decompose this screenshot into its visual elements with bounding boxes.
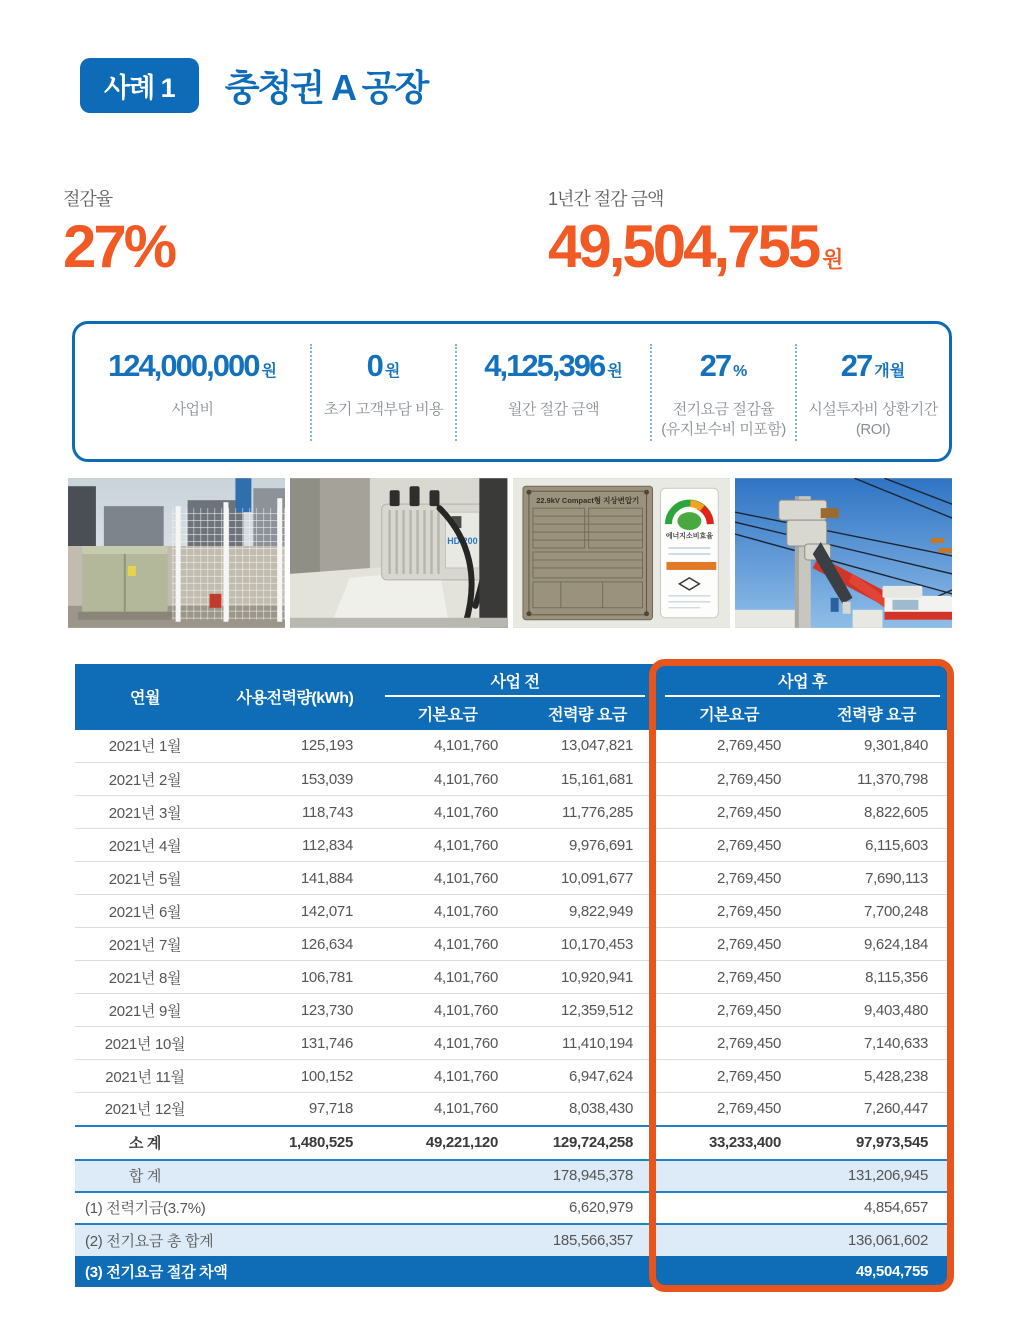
grand-pre-energy: 185,566,357 <box>520 1224 655 1256</box>
pre-energy-cell: 13,047,821 <box>520 730 655 763</box>
photo-switchgear-cabinet <box>68 478 285 628</box>
photo-nameplate <box>513 478 730 628</box>
kpi-monthly-saving-number: 4,125,396 <box>484 348 605 383</box>
pre-energy-cell: 6,947,624 <box>520 1060 655 1093</box>
kpi-initial-cost-unit: 원 <box>384 363 401 380</box>
kpi-roi-period-number: 27 <box>840 348 872 383</box>
highlight-stats <box>63 185 954 280</box>
header-pre-basic: 기본요금 <box>375 697 520 730</box>
kpi-project-cost-number: 124,000,000 <box>108 348 259 383</box>
table-row <box>75 796 950 829</box>
pre-energy-cell: 11,410,194 <box>520 1027 655 1060</box>
fund-post-energy: 4,854,657 <box>803 1192 950 1224</box>
pre-energy-cell: 10,091,677 <box>520 862 655 895</box>
pre-basic-cell: 4,101,760 <box>375 895 520 928</box>
kpi-monthly-saving-value <box>484 348 622 384</box>
post-basic-cell: 2,769,450 <box>655 763 803 796</box>
kpi-roi-period-unit: 개월 <box>874 363 906 380</box>
post-basic-cell: 2,769,450 <box>655 1027 803 1060</box>
month-cell: 2021년 5월 <box>75 862 215 895</box>
total-empty-post-basic <box>655 1160 803 1192</box>
pre-basic-cell: 4,101,760 <box>375 763 520 796</box>
kpi-saving-rate-unit: % <box>733 363 748 380</box>
pre-basic-cell: 4,101,760 <box>375 961 520 994</box>
pre-energy-cell: 9,822,949 <box>520 895 655 928</box>
post-basic-cell: 2,769,450 <box>655 730 803 763</box>
usage-cell: 142,071 <box>215 895 375 928</box>
usage-cell: 97,718 <box>215 1093 375 1126</box>
kpi-project-cost-label: 사업비 <box>171 401 214 418</box>
billing-table <box>75 664 950 1287</box>
kpi-summary-box <box>72 321 952 462</box>
subtotal-post-basic: 33,233,400 <box>655 1126 803 1160</box>
pre-basic-cell: 4,101,760 <box>375 928 520 961</box>
annual-saving-value <box>548 213 844 280</box>
kpi-saving-rate-label: 전기요금 절감율 <box>672 401 775 418</box>
pre-energy-cell: 10,920,941 <box>520 961 655 994</box>
post-basic-cell: 2,769,450 <box>655 1093 803 1126</box>
total-post-energy: 131,206,945 <box>803 1160 950 1192</box>
month-cell: 2021년 6월 <box>75 895 215 928</box>
total-label: 합 계 <box>75 1160 215 1192</box>
saving-rate-value: 27% <box>63 213 175 280</box>
nameplate-illustration <box>513 478 730 628</box>
table-row <box>75 1027 950 1060</box>
month-cell: 2021년 3월 <box>75 796 215 829</box>
page-title: 충청권 A 공장 <box>224 67 428 108</box>
pre-energy-cell: 11,776,285 <box>520 796 655 829</box>
savings-post-energy: 49,504,755 <box>803 1256 950 1287</box>
subtotal-pre-energy: 129,724,258 <box>520 1126 655 1160</box>
header-month: 연월 <box>75 664 215 730</box>
usage-cell: 153,039 <box>215 763 375 796</box>
kpi-saving-rate <box>652 344 797 441</box>
usage-cell: 131,746 <box>215 1027 375 1060</box>
subtotal-pre-basic: 49,221,120 <box>375 1126 520 1160</box>
pre-basic-cell: 4,101,760 <box>375 730 520 763</box>
table-row <box>75 994 950 1027</box>
post-basic-cell: 2,769,450 <box>655 862 803 895</box>
post-energy-cell: 7,700,248 <box>803 895 950 928</box>
header <box>80 58 1024 113</box>
post-energy-cell: 8,822,605 <box>803 796 950 829</box>
site-photos <box>68 478 952 628</box>
annual-saving-amount: 49,504,755 <box>548 213 819 280</box>
kpi-project-cost-unit: 원 <box>261 363 277 380</box>
table-row <box>75 1093 950 1126</box>
kpi-saving-rate-number: 27 <box>699 348 731 383</box>
usage-cell: 126,634 <box>215 928 375 961</box>
kpi-roi-period-label: 시설투자비 상환기간 <box>808 401 938 418</box>
table-row <box>75 829 950 862</box>
post-basic-cell: 2,769,450 <box>655 895 803 928</box>
pre-energy-cell: 10,170,453 <box>520 928 655 961</box>
savings-empty-post-basic <box>655 1256 803 1287</box>
subtotal-usage: 1,480,525 <box>215 1126 375 1160</box>
subtotal-label: 소 계 <box>75 1126 215 1160</box>
fund-pre-energy: 6,620,979 <box>520 1192 655 1224</box>
table-row <box>75 895 950 928</box>
post-energy-cell: 7,260,447 <box>803 1093 950 1126</box>
kpi-roi-period-sublabel: (ROI) <box>855 421 891 439</box>
fund-empty-post-basic <box>655 1192 803 1224</box>
header-post-energy: 전력량 요금 <box>803 697 950 730</box>
header-usage: 사용전력량(kWh) <box>215 664 375 730</box>
month-cell: 2021년 4월 <box>75 829 215 862</box>
subtotal-post-energy: 97,973,545 <box>803 1126 950 1160</box>
post-energy-cell: 7,690,113 <box>803 862 950 895</box>
month-cell: 2021년 10월 <box>75 1027 215 1060</box>
switchgear-cabinet-illustration <box>68 478 285 628</box>
kpi-project-cost-value <box>108 348 277 384</box>
case-badge: 사례 1 <box>80 58 199 113</box>
summary-rows <box>75 1126 950 1287</box>
post-energy-cell: 9,403,480 <box>803 994 950 1027</box>
header-post-basic: 기본요금 <box>655 697 803 730</box>
pre-basic-cell: 4,101,760 <box>375 1093 520 1126</box>
table-row <box>75 928 950 961</box>
annual-saving-label: 1년간 절감 금액 <box>548 189 664 209</box>
grand-post-energy: 136,061,602 <box>803 1224 950 1256</box>
pre-basic-cell: 4,101,760 <box>375 796 520 829</box>
post-energy-cell: 6,115,603 <box>803 829 950 862</box>
kpi-monthly-saving-label: 월간 절감 금액 <box>507 401 600 418</box>
table-row <box>75 730 950 763</box>
table-row <box>75 763 950 796</box>
post-basic-cell: 2,769,450 <box>655 796 803 829</box>
grand-total-row <box>75 1224 950 1256</box>
saving-rate-block <box>63 185 548 280</box>
billing-table-header <box>75 664 950 730</box>
header-post-group: 사업 후 <box>655 664 950 697</box>
pre-basic-cell: 4,101,760 <box>375 862 520 895</box>
monthly-rows <box>75 730 950 1126</box>
usage-cell: 112,834 <box>215 829 375 862</box>
month-cell: 2021년 11월 <box>75 1060 215 1093</box>
power-fund-label: (1) 전력기금(3.7%) <box>75 1192 375 1224</box>
photo-transformer-closeup <box>290 478 507 628</box>
post-energy-cell: 5,428,238 <box>803 1060 950 1093</box>
month-cell: 2021년 1월 <box>75 730 215 763</box>
total-empty-usage <box>215 1160 375 1192</box>
pre-energy-cell: 8,038,430 <box>520 1093 655 1126</box>
kpi-project-cost <box>75 344 312 441</box>
usage-cell: 100,152 <box>215 1060 375 1093</box>
transformer-model-text: HD 200 <box>447 535 478 546</box>
post-basic-cell: 2,769,450 <box>655 994 803 1027</box>
post-basic-cell: 2,769,450 <box>655 829 803 862</box>
kpi-initial-cost-number: 0 <box>366 348 382 383</box>
savings-label: (3) 전기요금 절감 차액 <box>75 1256 375 1287</box>
pre-energy-cell: 12,359,512 <box>520 994 655 1027</box>
post-energy-cell: 9,624,184 <box>803 928 950 961</box>
kpi-saving-rate-sublabel: (유지보수비 미포함) <box>661 421 786 439</box>
header-pre-energy: 전력량 요금 <box>520 697 655 730</box>
annual-saving-block <box>548 185 844 280</box>
usage-cell: 141,884 <box>215 862 375 895</box>
table-row <box>75 862 950 895</box>
transformer-illustration <box>290 478 507 628</box>
post-energy-cell: 8,115,356 <box>803 961 950 994</box>
kpi-monthly-saving <box>457 344 652 441</box>
month-cell: 2021년 9월 <box>75 994 215 1027</box>
kpi-saving-rate-value <box>700 348 748 384</box>
usage-cell: 123,730 <box>215 994 375 1027</box>
month-cell: 2021년 2월 <box>75 763 215 796</box>
pre-basic-cell: 4,101,760 <box>375 1060 520 1093</box>
kpi-initial-cost-value <box>367 348 401 384</box>
post-energy-cell: 7,140,633 <box>803 1027 950 1060</box>
usage-cell: 125,193 <box>215 730 375 763</box>
grand-empty-pre-basic <box>375 1224 520 1256</box>
grand-total-label: (2) 전기요금 총 합계 <box>75 1224 375 1256</box>
pre-basic-cell: 4,101,760 <box>375 1027 520 1060</box>
kpi-initial-cost <box>312 344 457 441</box>
photo-aerial-line-work <box>735 478 952 628</box>
fund-empty-pre-basic <box>375 1192 520 1224</box>
pre-energy-cell: 15,161,681 <box>520 763 655 796</box>
header-pre-group: 사업 전 <box>375 664 655 697</box>
pre-energy-cell: 9,976,691 <box>520 829 655 862</box>
usage-cell: 118,743 <box>215 796 375 829</box>
savings-empty-pre-energy <box>520 1256 655 1287</box>
month-cell: 2021년 7월 <box>75 928 215 961</box>
energy-label-text: 에너지소비효율 <box>665 532 713 540</box>
savings-empty-pre-basic <box>375 1256 520 1287</box>
kpi-initial-cost-label: 초기 고객부담 비용 <box>323 401 444 418</box>
pre-basic-cell: 4,101,760 <box>375 994 520 1027</box>
annual-saving-unit: 원 <box>822 247 844 272</box>
nameplate-title-text: 22.9kV Compact형 지상변압기 <box>535 495 639 505</box>
post-basic-cell: 2,769,450 <box>655 1060 803 1093</box>
post-energy-cell: 9,301,840 <box>803 730 950 763</box>
post-basic-cell: 2,769,450 <box>655 928 803 961</box>
kpi-roi-period-value <box>841 348 905 384</box>
pre-basic-cell: 4,101,760 <box>375 829 520 862</box>
month-cell: 2021년 8월 <box>75 961 215 994</box>
total-row <box>75 1160 950 1192</box>
month-cell: 2021년 12월 <box>75 1093 215 1126</box>
table-row <box>75 1060 950 1093</box>
kpi-roi-period <box>797 344 949 441</box>
usage-cell: 106,781 <box>215 961 375 994</box>
subtotal-row <box>75 1126 950 1160</box>
saving-rate-label: 절감율 <box>63 189 113 209</box>
aerial-work-illustration <box>735 478 952 628</box>
table-row <box>75 961 950 994</box>
kpi-monthly-saving-unit: 원 <box>607 363 623 380</box>
billing-table-section <box>75 664 950 1287</box>
savings-row <box>75 1256 950 1287</box>
power-fund-row <box>75 1192 950 1224</box>
post-energy-cell: 11,370,798 <box>803 763 950 796</box>
total-pre-energy: 178,945,378 <box>520 1160 655 1192</box>
total-empty-pre-basic <box>375 1160 520 1192</box>
post-basic-cell: 2,769,450 <box>655 961 803 994</box>
grand-empty-post-basic <box>655 1224 803 1256</box>
